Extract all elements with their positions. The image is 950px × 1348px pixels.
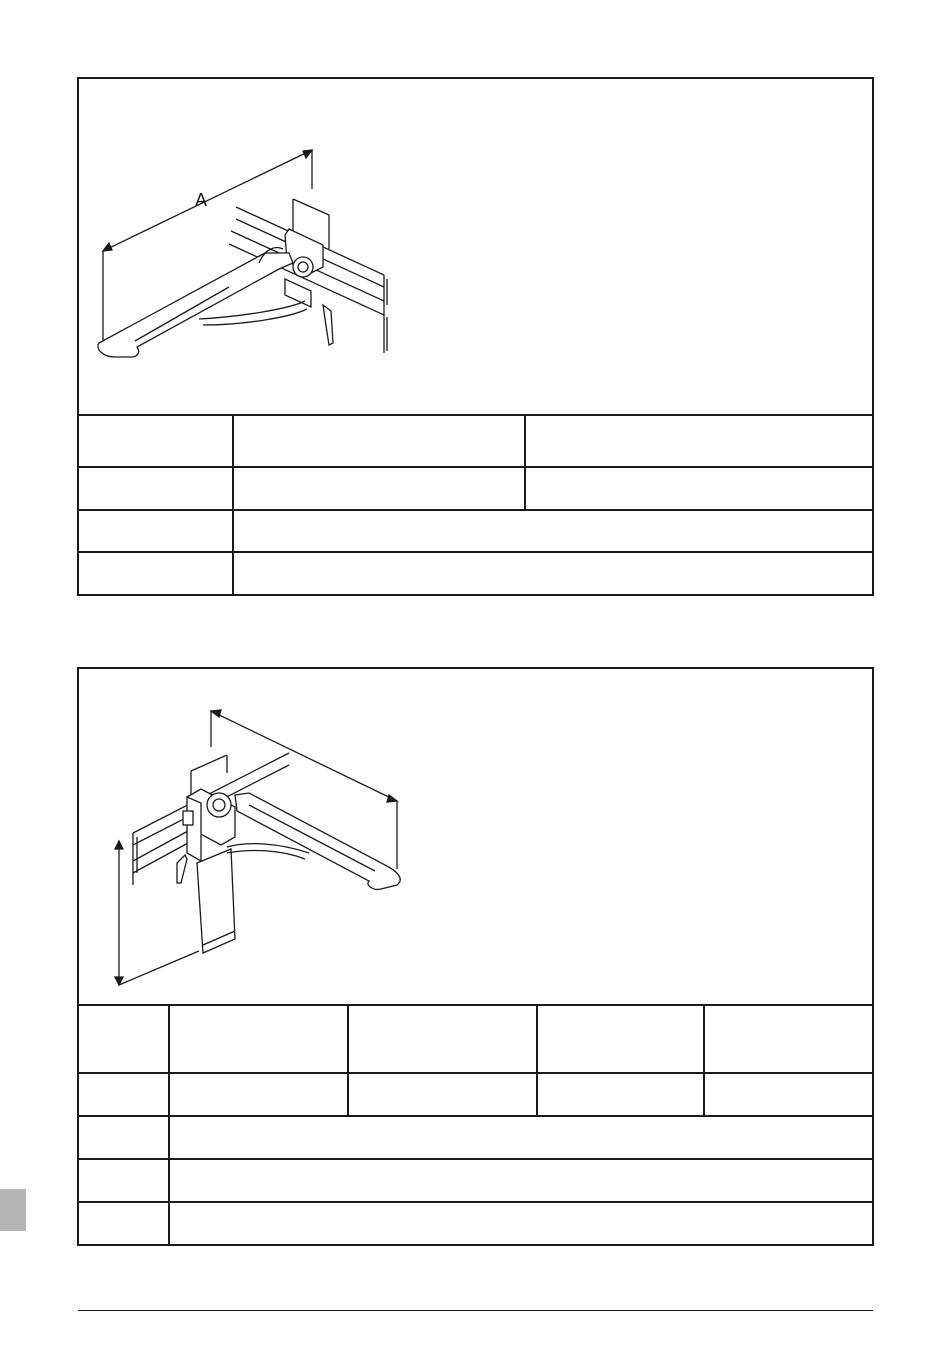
product-panel-1 xyxy=(77,77,874,596)
table-row-divider xyxy=(79,414,872,416)
rail-illustration-2 xyxy=(79,669,872,1004)
product-panel-2 xyxy=(77,667,874,1246)
table-row-divider xyxy=(79,1072,872,1074)
table-row-divider xyxy=(79,1201,872,1203)
table-column-divider xyxy=(524,414,526,509)
table-row-divider xyxy=(79,509,872,511)
dimension-label-a: A xyxy=(195,190,208,210)
chapter-tab xyxy=(0,1189,26,1231)
table-row-divider xyxy=(79,1115,872,1117)
table-row-divider xyxy=(79,466,872,468)
table-row-divider xyxy=(79,1158,872,1160)
table-column-divider xyxy=(347,1004,349,1115)
table-column-divider xyxy=(536,1004,538,1115)
table-row-divider xyxy=(79,551,872,553)
table-column-divider xyxy=(232,414,234,594)
table-column-divider xyxy=(168,1004,170,1244)
table-row-divider xyxy=(79,1004,872,1006)
rail-illustration-1 xyxy=(79,79,872,414)
table-column-divider xyxy=(703,1004,705,1115)
footer-rule xyxy=(78,1310,873,1311)
